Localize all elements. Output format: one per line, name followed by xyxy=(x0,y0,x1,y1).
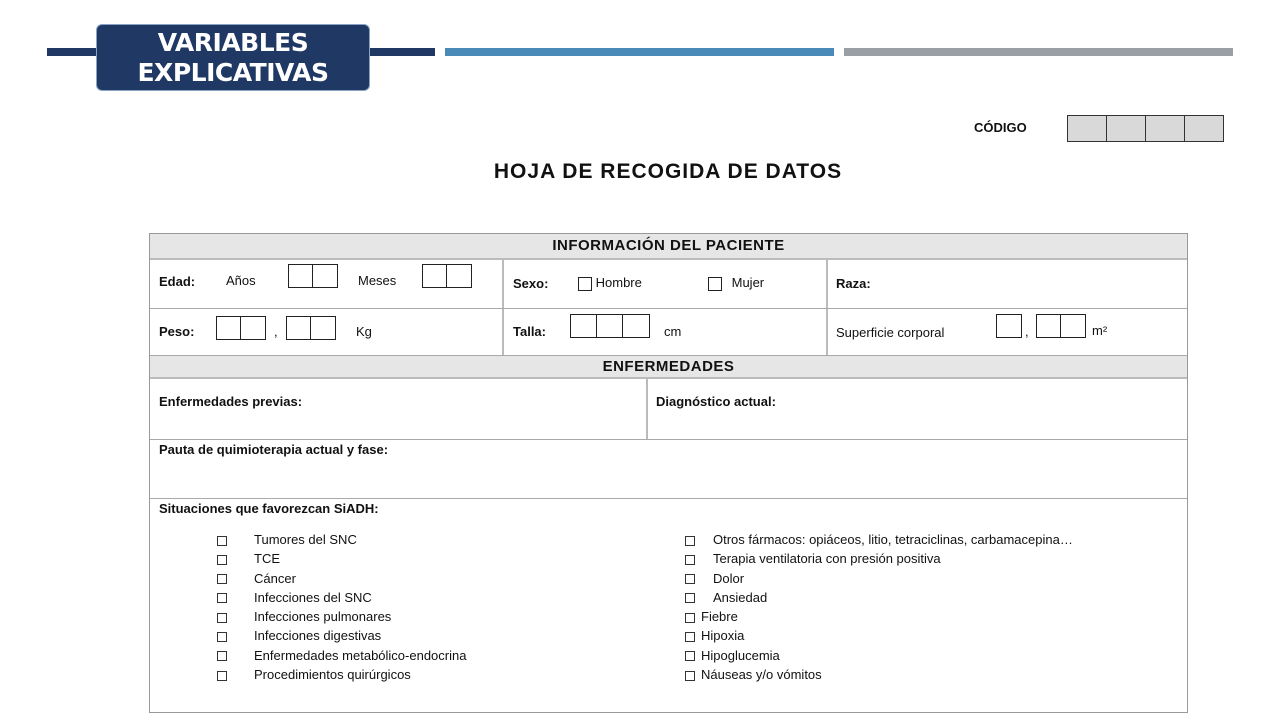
header-bar-gray xyxy=(844,48,1233,56)
situaciones-label: Situaciones que favorezcan SiADH: xyxy=(159,501,379,516)
meses-input[interactable] xyxy=(422,264,472,288)
situacion-checkbox[interactable] xyxy=(685,593,695,603)
talla-label: Talla: xyxy=(513,324,546,339)
codigo-label: CÓDIGO xyxy=(974,120,1027,135)
situacion-checkbox[interactable] xyxy=(685,632,695,642)
situacion-checkbox[interactable] xyxy=(217,632,227,642)
slide-title-line1: VARIABLES xyxy=(157,28,309,57)
situacion-item[interactable]: Dolor xyxy=(685,569,1073,588)
situacion-checkbox[interactable] xyxy=(685,555,695,565)
superficie-label: Superficie corporal xyxy=(836,325,945,340)
codigo-input[interactable] xyxy=(1067,115,1224,142)
situacion-checkbox[interactable] xyxy=(217,651,227,661)
header-bar-blue xyxy=(445,48,834,56)
codigo-digit-box[interactable] xyxy=(1107,116,1146,141)
row-divider xyxy=(150,498,1187,499)
peso-integer-input[interactable] xyxy=(216,316,266,340)
peso-comma: , xyxy=(274,324,278,339)
situacion-checkbox[interactable] xyxy=(217,574,227,584)
situacion-item[interactable]: Hipoglucemia xyxy=(685,646,1073,665)
anos-input[interactable] xyxy=(288,264,338,288)
situacion-item[interactable]: Náuseas y/o vómitos xyxy=(685,665,1073,684)
situaciones-right-list xyxy=(685,530,1073,684)
situacion-item[interactable]: Terapia ventilatoria con presión positiva xyxy=(685,549,1073,568)
situacion-item[interactable]: Infecciones pulmonares xyxy=(217,607,466,626)
situacion-item[interactable]: Otros fármacos: opiáceos, litio, tetraciclinas, carbamacepina… xyxy=(685,530,1073,549)
situacion-item[interactable]: TCE xyxy=(217,549,466,568)
anos-label: Años xyxy=(226,273,256,288)
situacion-checkbox[interactable] xyxy=(217,613,227,623)
superficie-decimal-input[interactable] xyxy=(1036,314,1086,338)
situacion-checkbox[interactable] xyxy=(217,555,227,565)
pauta-label: Pauta de quimioterapia actual y fase: xyxy=(159,442,389,457)
raza-label: Raza: xyxy=(836,276,871,291)
situacion-item[interactable]: Fiebre xyxy=(685,607,1073,626)
mujer-label: Mujer xyxy=(731,275,765,290)
situacion-checkbox[interactable] xyxy=(217,593,227,603)
superficie-comma: , xyxy=(1025,324,1029,339)
patient-section-header: INFORMACIÓN DEL PACIENTE xyxy=(150,234,1187,260)
codigo-digit-box[interactable] xyxy=(1146,116,1185,141)
situacion-checkbox[interactable] xyxy=(685,651,695,661)
data-form xyxy=(149,233,1188,713)
situacion-item[interactable]: Infecciones del SNC xyxy=(217,588,466,607)
document-title: HOJA DE RECOGIDA DE DATOS xyxy=(493,160,843,183)
column-divider xyxy=(646,379,648,439)
situacion-item[interactable]: Ansiedad xyxy=(685,588,1073,607)
situacion-item[interactable]: Tumores del SNC xyxy=(217,530,466,549)
situacion-item[interactable]: Infecciones digestivas xyxy=(217,626,466,645)
codigo-digit-box[interactable] xyxy=(1068,116,1107,141)
enfermedades-previas-label: Enfermedades previas: xyxy=(159,394,303,409)
situacion-checkbox[interactable] xyxy=(685,671,695,681)
peso-decimal-input[interactable] xyxy=(286,316,336,340)
kg-label: Kg xyxy=(356,324,372,339)
situacion-item[interactable]: Enfermedades metabólico-endocrina xyxy=(217,646,466,665)
mujer-checkbox[interactable] xyxy=(708,277,722,291)
situacion-item[interactable]: Hipoxia xyxy=(685,626,1073,645)
diagnostico-actual-label: Diagnóstico actual: xyxy=(656,394,776,409)
situacion-item[interactable]: Procedimientos quirúrgicos xyxy=(217,665,466,684)
slide-title-line2: EXPLICATIVAS xyxy=(137,58,329,87)
sexo-label: Sexo: xyxy=(513,276,549,291)
edad-label: Edad: xyxy=(159,274,196,289)
codigo-digit-box[interactable] xyxy=(1185,116,1223,141)
talla-input[interactable] xyxy=(570,314,650,338)
diseases-section-header: ENFERMEDADES xyxy=(150,355,1187,379)
situaciones-left-list xyxy=(217,530,466,684)
row-divider xyxy=(150,308,1187,309)
hombre-checkbox[interactable] xyxy=(578,277,592,291)
situacion-checkbox[interactable] xyxy=(217,536,227,546)
hombre-label: Hombre xyxy=(595,275,642,290)
situacion-checkbox[interactable] xyxy=(685,613,695,623)
situacion-checkbox[interactable] xyxy=(217,671,227,681)
cm-label: cm xyxy=(664,324,682,339)
situacion-checkbox[interactable] xyxy=(685,536,695,546)
m2-label: m² xyxy=(1092,323,1108,338)
situacion-item[interactable]: Cáncer xyxy=(217,569,466,588)
peso-label: Peso: xyxy=(159,324,195,339)
superficie-integer-input[interactable] xyxy=(996,314,1022,338)
meses-label: Meses xyxy=(358,273,397,288)
slide-title xyxy=(96,24,370,91)
situacion-checkbox[interactable] xyxy=(685,574,695,584)
row-divider xyxy=(150,439,1187,440)
